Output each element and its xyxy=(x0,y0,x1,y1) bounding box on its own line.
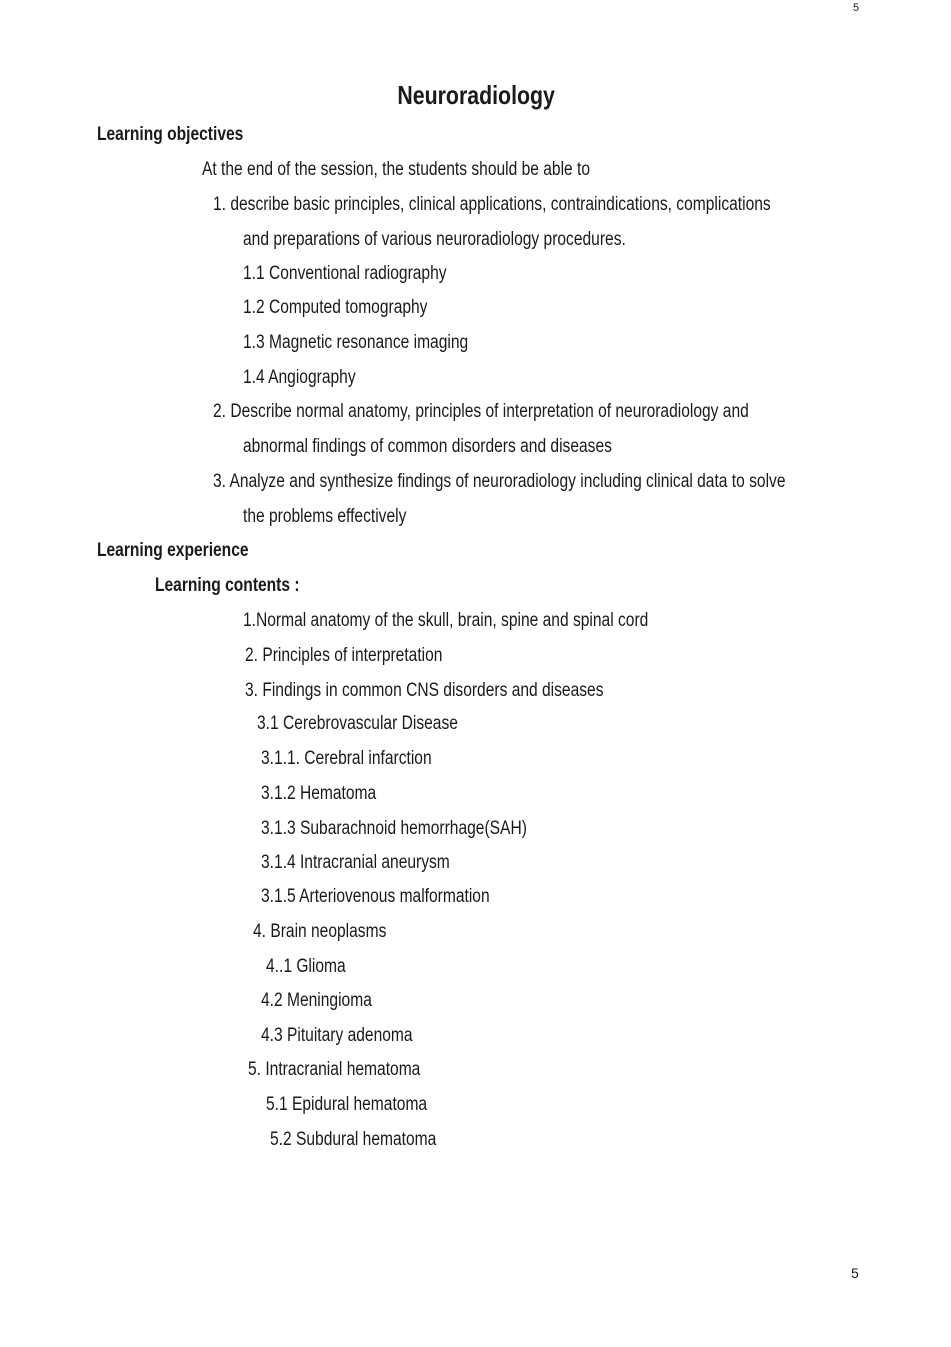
content-line: 5. Intracranial hematoma xyxy=(248,1059,421,1080)
learning-objectives-heading: Learning objectives xyxy=(97,124,244,145)
content-line: 3.1 Cerebrovascular Disease xyxy=(257,713,458,734)
content-line: 3.1.2 Hematoma xyxy=(261,783,377,804)
content-line: 3.1.3 Subarachnoid hemorrhage(SAH) xyxy=(261,818,527,839)
page-number-top: 5 xyxy=(853,2,860,14)
content-line: 4. Brain neoplasms xyxy=(253,921,387,942)
content-line: 5.1 Epidural hematoma xyxy=(266,1094,428,1115)
content-line: 3.1.1. Cerebral infarction xyxy=(261,748,432,769)
objective-line: 1.4 Angiography xyxy=(243,367,356,388)
objective-line: 2. Describe normal anatomy, principles of interpretation of neuroradiology and xyxy=(213,401,749,422)
learning-contents-heading: Learning contents : xyxy=(155,575,300,596)
content-line: 3.1.4 Intracranial aneurysm xyxy=(261,852,450,873)
content-line: 3. Findings in common CNS disorders and diseases xyxy=(245,680,604,701)
objective-line: 1.3 Magnetic resonance imaging xyxy=(243,332,469,353)
content-line: 4.2 Meningioma xyxy=(261,990,372,1011)
objective-line: 1. describe basic principles, clinical applications, contraindications, complications xyxy=(213,194,771,215)
objective-line: and preparations of various neuroradiology procedures. xyxy=(243,229,626,250)
content-line: 4.3 Pituitary adenoma xyxy=(261,1025,413,1046)
content-line: 4..1 Glioma xyxy=(266,956,346,977)
learning-experience-heading: Learning experience xyxy=(97,540,249,561)
content-line: 2. Principles of interpretation xyxy=(245,645,443,666)
page-number-bottom: 5 xyxy=(851,1265,859,1281)
content-line: 1.Normal anatomy of the skull, brain, spine and spinal cord xyxy=(243,610,649,631)
objective-line: abnormal findings of common disorders and diseases xyxy=(243,436,612,457)
objective-line: the problems effectively xyxy=(243,506,407,527)
objective-line: 1.2 Computed tomography xyxy=(243,297,428,318)
content-line: 5.2 Subdural hematoma xyxy=(270,1129,437,1150)
objective-line: 3. Analyze and synthesize findings of neuroradiology including clinical data to solve xyxy=(213,471,786,492)
objective-line: 1.1 Conventional radiography xyxy=(243,263,447,284)
objectives-intro: At the end of the session, the students should be able to xyxy=(202,159,591,180)
page-title: Neuroradiology xyxy=(397,80,555,110)
content-line: 3.1.5 Arteriovenous malformation xyxy=(261,886,490,907)
